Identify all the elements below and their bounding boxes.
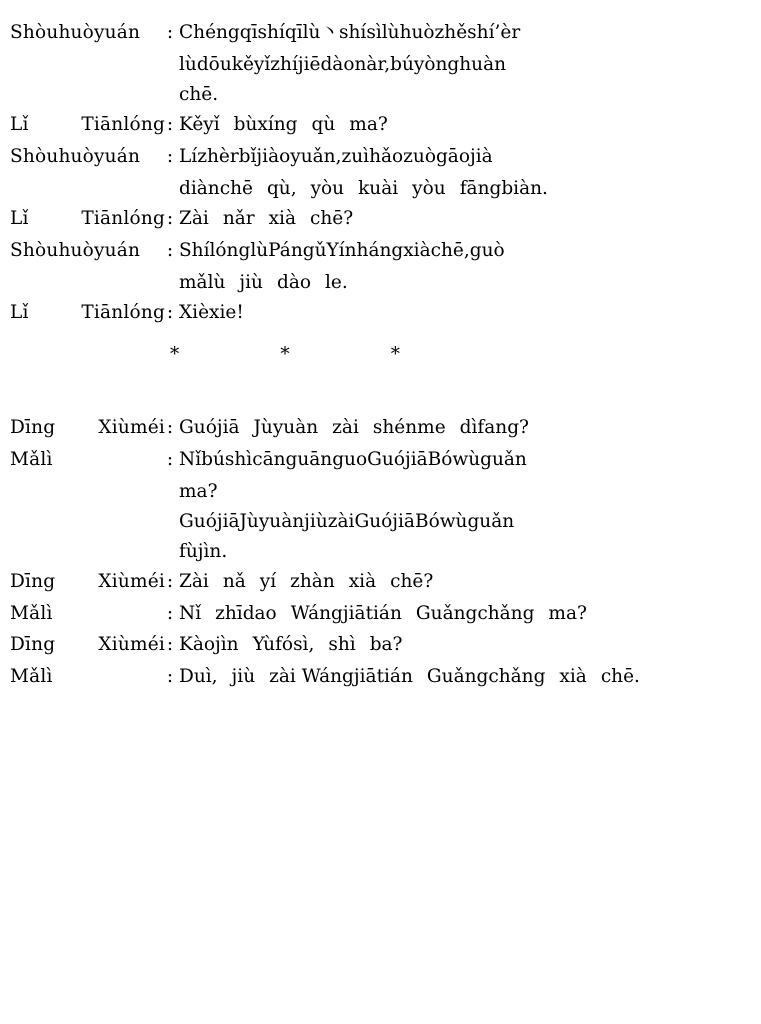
dialogue-text-segment — [179, 174, 710, 204]
dialogue-line — [10, 630, 710, 660]
indent-spacer — [10, 174, 175, 204]
word: qù, — [266, 177, 297, 199]
dialogue-text-segment — [179, 298, 710, 328]
word: shí’èr — [467, 22, 521, 43]
word: chē. — [179, 83, 219, 105]
speaker-label: Shòuhuòyuán — [10, 145, 141, 167]
dialogue-text — [175, 204, 710, 234]
word: yòu — [310, 177, 345, 199]
dialogue-body — [10, 18, 710, 694]
word: 丶 — [320, 22, 339, 43]
word: lù — [179, 53, 197, 75]
word: Nǐ — [179, 448, 202, 470]
word: jiù — [239, 271, 263, 293]
word: bùxíng — [233, 113, 298, 135]
section-gap — [10, 371, 710, 405]
section-separator — [170, 344, 400, 365]
dialogue-text — [175, 662, 710, 692]
speaker-label: Mǎlì — [10, 602, 53, 624]
word: Shílóng — [179, 239, 251, 261]
word: dào — [276, 271, 311, 293]
word: Guǎngchǎng — [415, 602, 535, 624]
dialogue-text — [175, 537, 710, 567]
word: Guójiā — [367, 448, 428, 470]
dialogue-line — [10, 142, 710, 172]
word: lù — [250, 239, 269, 261]
dialogue-text-segment — [179, 599, 710, 629]
speaker-label: Shòuhuòyuán — [10, 22, 141, 43]
word: dōu — [196, 53, 232, 75]
word: shísì — [339, 22, 382, 43]
word: Zài — [179, 570, 209, 592]
dialogue-line — [10, 567, 710, 597]
speaker-colon: : — [166, 634, 174, 656]
speaker-label: Dīng Xiùméi — [10, 634, 165, 656]
word: Nǐ — [179, 602, 202, 624]
speaker-label: Mǎlì — [10, 448, 53, 470]
word: yuǎn, — [290, 145, 342, 167]
dialogue-section — [10, 413, 710, 693]
speaker-colon: : — [166, 301, 174, 323]
dialogue-text — [175, 567, 710, 597]
dialogue-text-segment — [179, 268, 710, 298]
word: shì — [328, 634, 356, 656]
dialogue-text-segment — [179, 445, 710, 475]
word: diànchē — [179, 177, 253, 199]
dialogue-text-segment — [179, 18, 710, 48]
dialogue-text — [175, 50, 710, 80]
dialogue-text-segment — [179, 507, 710, 537]
indent-spacer — [10, 80, 175, 110]
dialogue-continuation-line — [10, 50, 710, 80]
separator-star: * — [280, 343, 290, 365]
word: xià — [268, 207, 296, 229]
dialogue-continuation-line — [10, 174, 710, 204]
word: Lí — [179, 145, 198, 167]
speaker-label: Shòuhuòyuán — [10, 239, 141, 261]
word: chē, — [430, 239, 470, 261]
word: mǎlù — [179, 271, 226, 293]
dialogue-text-segment — [179, 567, 710, 597]
word: gāojià — [435, 145, 493, 167]
dialogue-text-segment — [179, 236, 710, 266]
speaker-colon: : — [166, 239, 174, 261]
word: Guójiā — [354, 510, 415, 532]
dialogue-text-segment — [179, 142, 710, 172]
speaker-colon: : — [166, 448, 174, 470]
word: nǎ — [222, 570, 246, 592]
separator-star: * — [170, 343, 180, 365]
dialogue-line — [10, 662, 710, 692]
word: lù — [381, 22, 400, 43]
dialogue-line — [10, 413, 710, 443]
dialogue-text — [175, 477, 710, 507]
dialogue-text — [175, 80, 710, 110]
word: Guójiā — [179, 510, 240, 532]
word: zuì — [341, 145, 370, 167]
word: Bówùguǎn — [427, 448, 527, 470]
word: qù — [311, 113, 336, 135]
word: nǎr — [222, 207, 255, 229]
word: kěyǐ — [231, 53, 271, 75]
dialogue-text-segment — [179, 537, 710, 567]
indent-spacer — [10, 537, 175, 567]
speaker-label: Lǐ Tiānlóng — [10, 113, 165, 135]
word: zhíjiē — [270, 53, 321, 75]
word: yí — [259, 570, 277, 592]
word: zhèr — [197, 145, 239, 167]
word: lù — [302, 22, 321, 43]
word: Pángǔ — [268, 239, 327, 261]
word: Duì, — [179, 666, 218, 688]
dialogue-line — [10, 445, 710, 475]
speaker-colon: : — [166, 22, 174, 43]
word: qīshíqī — [239, 22, 303, 43]
word: Kěyǐ — [179, 113, 220, 135]
word: fùjìn. — [179, 540, 228, 562]
word: guo — [332, 448, 368, 470]
indent-spacer — [10, 477, 175, 507]
word: chē. — [600, 666, 640, 688]
word: Xièxie! — [179, 301, 244, 323]
word: Zài — [179, 207, 209, 229]
word: zài — [327, 510, 355, 532]
word: Yùfósì, — [252, 634, 315, 656]
separator-star: * — [390, 343, 400, 365]
speaker-colon: : — [166, 145, 174, 167]
word: shénme — [372, 416, 446, 438]
dialogue-section — [10, 18, 710, 328]
word: huàn — [459, 53, 507, 75]
dialogue-line — [10, 236, 710, 266]
dialogue-text — [175, 236, 710, 266]
word: zhàn — [290, 570, 335, 592]
word: Guǎngchǎng — [426, 666, 546, 688]
word: jiù — [231, 666, 256, 688]
word: shì — [224, 448, 253, 470]
dialogue-line — [10, 110, 710, 140]
dialogue-text-segment — [179, 662, 710, 692]
indent-spacer — [10, 50, 175, 80]
word: bú — [201, 448, 225, 470]
word: dào — [320, 53, 355, 75]
dialogue-text — [175, 142, 710, 172]
dialogue-text-segment — [179, 477, 710, 507]
dialogue-continuation-line — [10, 477, 710, 507]
word: fāngbiàn. — [459, 177, 548, 199]
dialogue-text — [175, 507, 710, 537]
speaker-label: Dīng Xiùméi — [10, 416, 165, 438]
dialogue-text — [175, 630, 710, 660]
word: Yínháng — [326, 239, 404, 261]
dialogue-text — [175, 18, 710, 48]
word: bǐjiào — [238, 145, 291, 167]
dialogue-text-segment — [179, 80, 710, 110]
word: nàr, — [354, 53, 391, 75]
speaker-colon: : — [166, 570, 174, 592]
word: ma? — [179, 480, 218, 502]
dialogue-text — [175, 445, 710, 475]
word: zài — [332, 416, 359, 438]
dialogue-line — [10, 18, 710, 48]
speaker-colon: : — [166, 416, 174, 438]
word: jiù — [304, 510, 328, 532]
dialogue-line — [10, 204, 710, 234]
word: Jùyuàn — [239, 510, 305, 532]
word: ma? — [349, 113, 388, 135]
dialogue-text — [175, 599, 710, 629]
speaker-label: Lǐ Tiānlóng — [10, 301, 165, 323]
word: xià — [348, 570, 377, 592]
dialogue-text — [175, 268, 710, 298]
speaker-label: Mǎlì — [10, 666, 53, 688]
word: cānguān — [252, 448, 333, 470]
word: guò — [469, 239, 505, 261]
word: ma? — [548, 602, 587, 624]
dialogue-line — [10, 298, 710, 328]
word: dìfang? — [459, 416, 529, 438]
word: kuài — [358, 177, 399, 199]
speaker-label: Lǐ Tiānlóng — [10, 207, 165, 229]
word: zuò — [403, 145, 436, 167]
word: yòu — [412, 177, 446, 199]
word: xià — [559, 666, 587, 688]
dialogue-text — [175, 298, 710, 328]
word: Bówùguǎn — [414, 510, 515, 532]
indent-spacer — [10, 507, 175, 537]
word: búyòng — [390, 53, 460, 75]
speaker-colon: : — [166, 113, 174, 135]
dialogue-line — [10, 599, 710, 629]
dialogue-text-segment — [179, 204, 710, 234]
dialogue-continuation-line — [10, 537, 710, 567]
dialogue-text — [175, 174, 710, 204]
word: hǎo — [369, 145, 404, 167]
word: Kàojìn — [179, 634, 239, 656]
speaker-colon: : — [166, 666, 174, 688]
word: chē? — [390, 570, 434, 592]
dialogue-continuation-line — [10, 80, 710, 110]
word: ba? — [369, 634, 403, 656]
dialogue-continuation-line — [10, 507, 710, 537]
word: xià — [403, 239, 431, 261]
word: zài Wángjiātián — [269, 666, 413, 688]
dialogue-text — [175, 413, 710, 443]
word: le. — [325, 271, 348, 293]
indent-spacer — [10, 268, 175, 298]
speaker-colon: : — [166, 602, 174, 624]
speaker-colon: : — [166, 207, 174, 229]
dialogue-text-segment — [179, 110, 710, 140]
word: Wángjiātián — [290, 602, 402, 624]
dialogue-text-segment — [179, 413, 710, 443]
dialogue-text-segment — [179, 50, 710, 80]
word: Chéng — [179, 22, 240, 43]
word: chē? — [310, 207, 354, 229]
speaker-label: Dīng Xiùméi — [10, 570, 165, 592]
dialogue-text — [175, 110, 710, 140]
dialogue-text-segment — [179, 630, 710, 660]
word: zhīdao — [215, 602, 277, 624]
dialogue-continuation-line — [10, 268, 710, 298]
word: Guójiā — [179, 416, 240, 438]
word: huòzhě — [399, 22, 468, 43]
word: Jùyuàn — [253, 416, 319, 438]
